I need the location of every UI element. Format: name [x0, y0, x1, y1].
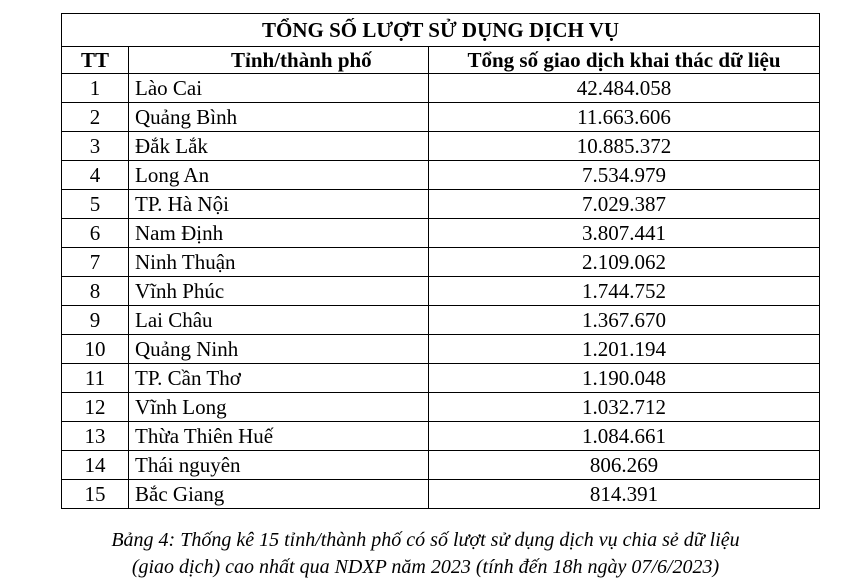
row-index: 8: [62, 277, 129, 306]
province-name: Ninh Thuận: [129, 248, 429, 277]
table-row: [62, 190, 820, 219]
table-row: [62, 451, 820, 480]
province-name: TP. Hà Nội: [129, 190, 429, 219]
table-title-row: [62, 14, 820, 47]
transaction-count: 806.269: [429, 451, 820, 480]
transaction-count: 42.484.058: [429, 74, 820, 103]
row-index: 3: [62, 132, 129, 161]
province-name: Đắk Lắk: [129, 132, 429, 161]
row-index: 15: [62, 480, 129, 509]
row-index: 11: [62, 364, 129, 393]
province-name: Lào Cai: [129, 74, 429, 103]
table-row: [62, 306, 820, 335]
province-name: Long An: [129, 161, 429, 190]
row-index: 12: [62, 393, 129, 422]
table-row: [62, 393, 820, 422]
transaction-count: 1.201.194: [429, 335, 820, 364]
province-name: Nam Định: [129, 219, 429, 248]
row-index: 6: [62, 219, 129, 248]
row-index: 4: [62, 161, 129, 190]
transaction-count: 3.807.441: [429, 219, 820, 248]
row-index: 13: [62, 422, 129, 451]
table-body: [62, 74, 820, 509]
transaction-count: 1.084.661: [429, 422, 820, 451]
row-index: 5: [62, 190, 129, 219]
table-row: [62, 74, 820, 103]
province-name: Thái nguyên: [129, 451, 429, 480]
transaction-count: 11.663.606: [429, 103, 820, 132]
province-name: TP. Cần Thơ: [129, 364, 429, 393]
table-row: [62, 161, 820, 190]
transaction-count: 7.029.387: [429, 190, 820, 219]
transaction-count: 2.109.062: [429, 248, 820, 277]
province-name: Lai Châu: [129, 306, 429, 335]
table-caption: [0, 527, 851, 581]
caption-line-1: Bảng 4: Thống kê 15 tỉnh/thành phố có số lượt sử dụng dịch vụ chia sẻ dữ liệu: [111, 529, 740, 551]
table-title: TỔNG SỐ LƯỢT SỬ DỤNG DỊCH VỤ: [62, 14, 820, 47]
table-row: [62, 480, 820, 509]
table-row: [62, 335, 820, 364]
province-name: Bắc Giang: [129, 480, 429, 509]
row-index: 1: [62, 74, 129, 103]
header-total-transactions: Tổng số giao dịch khai thác dữ liệu: [429, 47, 820, 74]
header-province: Tỉnh/thành phố: [129, 47, 429, 74]
statistics-table: [61, 13, 820, 509]
table-row: [62, 219, 820, 248]
row-index: 7: [62, 248, 129, 277]
transaction-count: 7.534.979: [429, 161, 820, 190]
table-row: [62, 132, 820, 161]
transaction-count: 1.032.712: [429, 393, 820, 422]
row-index: 14: [62, 451, 129, 480]
province-name: Thừa Thiên Huế: [129, 422, 429, 451]
row-index: 2: [62, 103, 129, 132]
table-row: [62, 277, 820, 306]
caption-line-2: (giao dịch) cao nhất qua NDXP năm 2023 (tính đến 18h ngày 07/6/2023): [131, 556, 720, 578]
table-header-row: [62, 47, 820, 74]
transaction-count: 814.391: [429, 480, 820, 509]
transaction-count: 1.744.752: [429, 277, 820, 306]
header-tt: TT: [62, 47, 129, 74]
row-index: 9: [62, 306, 129, 335]
row-index: 10: [62, 335, 129, 364]
province-name: Quảng Bình: [129, 103, 429, 132]
province-name: Quảng Ninh: [129, 335, 429, 364]
transaction-count: 1.367.670: [429, 306, 820, 335]
statistics-table-container: [61, 13, 819, 509]
table-row: [62, 103, 820, 132]
table-row: [62, 248, 820, 277]
province-name: Vĩnh Long: [129, 393, 429, 422]
table-row: [62, 364, 820, 393]
province-name: Vĩnh Phúc: [129, 277, 429, 306]
transaction-count: 10.885.372: [429, 132, 820, 161]
table-row: [62, 422, 820, 451]
transaction-count: 1.190.048: [429, 364, 820, 393]
